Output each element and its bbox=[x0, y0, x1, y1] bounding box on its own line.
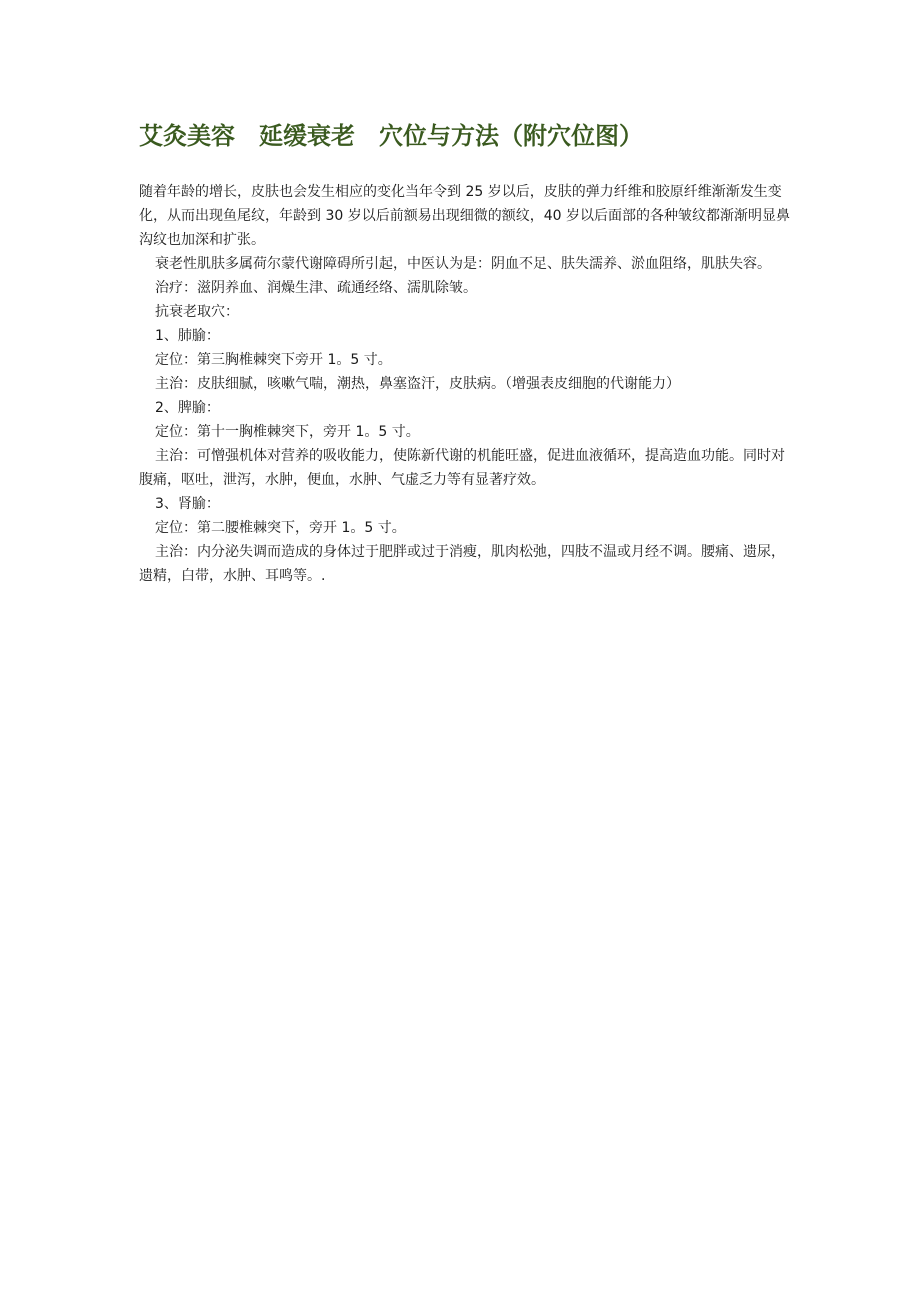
acupoint-2-location: 定位：第十一胸椎棘突下，旁开 1。5 寸。 bbox=[155, 424, 420, 440]
acupoint-1-indications: 主治：皮肤细腻，咳嗽气喘，潮热，鼻塞盗汗，皮肤病。（增强表皮细胞的代谢能力） bbox=[155, 376, 680, 392]
acupoint-2-heading: 2、脾腧： bbox=[155, 400, 220, 416]
acupoint-2-indications: 主治：可憎强机体对营养的吸收能力，使陈新代谢的机能旺盛，促进血液循环，提高造血功能。同时对腹痛，呕吐，泄泻，水肿，便血，水肿、气虚乏力等有显著疗效。 bbox=[139, 448, 785, 488]
acupoint-1-location: 定位：第三胸椎棘突下旁开 1。5 寸。 bbox=[155, 352, 392, 368]
paragraph-treatment: 治疗：滋阴养血、润燥生津、疏通经络、濡肌除皱。 bbox=[155, 280, 477, 296]
document-body bbox=[139, 180, 791, 588]
paragraph-cause: 衰老性肌肤多属荷尔蒙代谢障碍所引起，中医认为是：阴血不足、肤失濡养、淤血阻络，肌肤失容。 bbox=[155, 256, 771, 272]
acupoint-1-heading: 1、肺腧： bbox=[155, 328, 220, 344]
document-title: 艾灸美容 延缓衰老 穴位与方法（附穴位图） bbox=[139, 122, 643, 150]
acupoint-3-location: 定位：第二腰椎棘突下，旁开 1。5 寸。 bbox=[155, 520, 406, 536]
paragraph-intro: 随着年龄的增长，皮肤也会发生相应的变化当年令到 25 岁以后，皮肤的弹力纤维和胶原纤维渐渐发生变化，从而出现鱼尾纹，年龄到 30 岁以后前额易出现细微的额纹，40 岁以后面部的各种皱纹都渐渐明显鼻沟纹也加深和扩张。 bbox=[139, 184, 790, 248]
acupoint-3-indications: 主治：内分泌失调而造成的身体过于肥胖或过于消瘦，肌肉松弛，四肢不温或月经不调。腰痛、遗尿，遗精，白带，水肿、耳鸣等。. bbox=[139, 544, 785, 584]
acupoint-3-heading: 3、肾腧： bbox=[155, 496, 220, 512]
paragraph-acupoints-heading: 抗衰老取穴： bbox=[155, 304, 239, 320]
